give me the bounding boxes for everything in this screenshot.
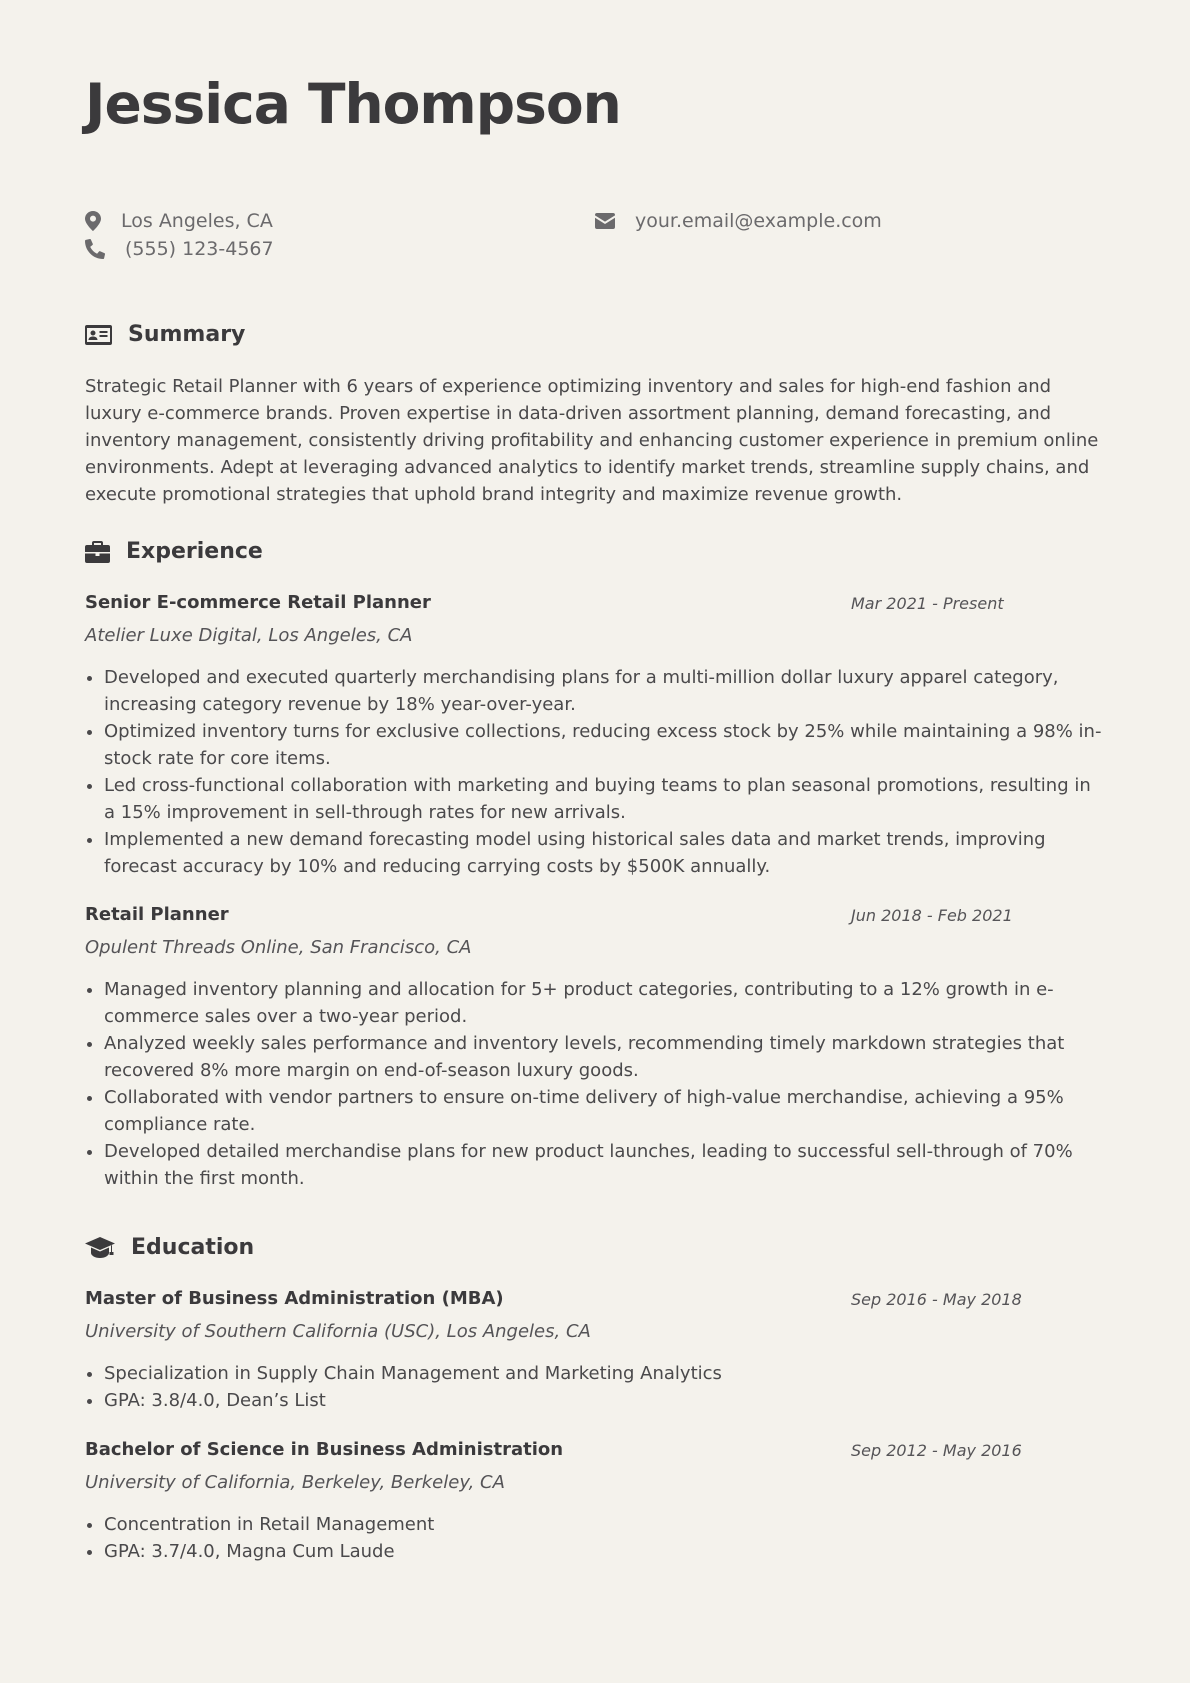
location-text: Los Angeles, CA bbox=[121, 210, 273, 232]
job-title: Senior E-commerce Retail Planner bbox=[85, 592, 431, 613]
education-dates: Sep 2016 - May 2018 bbox=[851, 1290, 1022, 1309]
school-name: University of California, Berkeley, Berkeley, CA bbox=[85, 1472, 505, 1493]
list-item: • Implemented a new demand forecasting model using historical sales data and market trends, improving forecast accuracy by 10% and reducing carrying costs by $500K annually. bbox=[104, 826, 1105, 880]
list-item: • Collaborated with vendor partners to ensure on-time delivery of high-value merchandise, achieving a 95% compliance rate. bbox=[104, 1084, 1105, 1138]
list-item: • Led cross-functional collaboration with marketing and buying teams to plan seasonal promotions, resulting in a 15% improvement in sell-through rates for new arrivals. bbox=[104, 772, 1105, 826]
education-heading-text: Education bbox=[131, 1235, 255, 1260]
school-name: University of Southern California (USC), Los Angeles, CA bbox=[85, 1321, 591, 1342]
job-bullets bbox=[85, 664, 1105, 880]
degree-title: Bachelor of Science in Business Administration bbox=[85, 1439, 564, 1460]
education-bullets bbox=[85, 1511, 1105, 1565]
education-entry-1 bbox=[85, 1288, 1105, 1414]
summary-text: Strategic Retail Planner with 6 years of experience optimizing inventory and sales for high-end fashion and luxury e-commerce brands. Proven expertise in data-driven assortment planning, demand forecasting, and inventory management, consistently driving profitability and enhancing customer experience in premium online environments. Adept at leveraging advanced analytics to identify market trends, streamline supply chains, and execute promotional strategies that uphold brand integrity and maximize revenue growth. bbox=[85, 376, 1099, 505]
job-company: Atelier Luxe Digital, Los Angeles, CA bbox=[85, 625, 413, 646]
id-card-icon bbox=[85, 325, 112, 345]
email-text: your.email@example.com bbox=[635, 210, 882, 232]
job-bullets bbox=[85, 976, 1105, 1192]
briefcase-icon bbox=[85, 541, 110, 563]
list-item: • Specialization in Supply Chain Management and Marketing Analytics bbox=[104, 1360, 1105, 1387]
phone-icon bbox=[85, 239, 105, 259]
contact-email bbox=[595, 210, 882, 232]
contact-phone bbox=[85, 238, 274, 260]
list-item: • GPA: 3.8/4.0, Dean’s List bbox=[104, 1387, 1105, 1414]
list-item: • Developed and executed quarterly merchandising plans for a multi-million dollar luxury apparel category, increasing category revenue by 18% year-over-year. bbox=[104, 664, 1105, 718]
phone-text: (555) 123-4567 bbox=[125, 238, 274, 260]
job-company: Opulent Threads Online, San Francisco, CA bbox=[85, 937, 472, 958]
summary-heading bbox=[85, 322, 245, 347]
experience-heading bbox=[85, 539, 263, 564]
list-item: • Managed inventory planning and allocation for 5+ product categories, contributing to a 12% growth in e-commerce sales over a two-year period. bbox=[104, 976, 1105, 1030]
job-entry-2 bbox=[85, 904, 1105, 1192]
list-item: • Concentration in Retail Management bbox=[104, 1511, 1105, 1538]
experience-heading-text: Experience bbox=[126, 539, 263, 564]
contact-info bbox=[85, 210, 1105, 270]
summary-heading-text: Summary bbox=[128, 322, 246, 347]
contact-location bbox=[85, 210, 273, 232]
job-title: Retail Planner bbox=[85, 904, 229, 925]
candidate-name: Jessica Thompson bbox=[85, 72, 621, 136]
envelope-icon bbox=[595, 213, 615, 229]
list-item: • GPA: 3.7/4.0, Magna Cum Laude bbox=[104, 1538, 1105, 1565]
graduation-cap-icon bbox=[85, 1237, 115, 1259]
job-dates: Jun 2018 - Feb 2021 bbox=[851, 906, 1013, 925]
list-item: • Optimized inventory turns for exclusive collections, reducing excess stock by 25% while maintaining a 98% in-stock rate for core items. bbox=[104, 718, 1105, 772]
list-item: • Analyzed weekly sales performance and inventory levels, recommending timely markdown strategies that recovered 8% more margin on end-of-season luxury goods. bbox=[104, 1030, 1105, 1084]
degree-title: Master of Business Administration (MBA) bbox=[85, 1288, 504, 1309]
education-bullets bbox=[85, 1360, 1105, 1414]
map-marker-icon bbox=[85, 211, 101, 231]
job-entry-1 bbox=[85, 592, 1105, 880]
education-entry-2 bbox=[85, 1439, 1105, 1565]
education-heading bbox=[85, 1235, 254, 1260]
education-dates: Sep 2012 - May 2016 bbox=[851, 1441, 1022, 1460]
job-dates: Mar 2021 - Present bbox=[851, 594, 1004, 613]
list-item: • Developed detailed merchandise plans for new product launches, leading to successful sell-through of 70% within the first month. bbox=[104, 1138, 1105, 1192]
